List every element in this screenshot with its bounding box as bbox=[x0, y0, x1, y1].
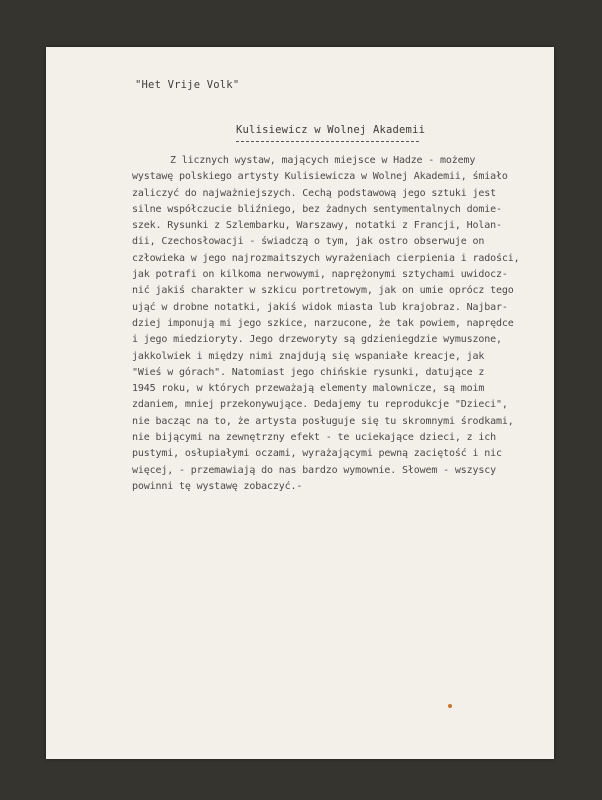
text-line: 1945 roku, w których przeważają elementy malownicze, są moim bbox=[132, 383, 485, 395]
text-line: ująć w drobne notatki, jakiś widok miasta lub krajobraz. Najbar- bbox=[132, 301, 508, 313]
text-line: i jego miedzioryty. Jego drzeworyty są gdzieniegdzie wymuszone, bbox=[132, 334, 502, 346]
paper-speck bbox=[448, 704, 452, 708]
text-line: silne współczucie bliźniego, bez żadnych sentymentalnych domie- bbox=[132, 203, 502, 215]
text-line: nie bacząc na to, że artysta posługuje się tu skromnymi środkami, bbox=[132, 415, 514, 427]
text-line: dii, Czechosłowacji - świadczą o tym, jak ostro obserwuje on bbox=[132, 236, 485, 248]
newspaper-name: "Het Vrije Volk" bbox=[135, 79, 240, 91]
text-line: "Wieś w górach". Natomiast jego chińskie rysunki, datujące z bbox=[132, 366, 485, 378]
text-line: pustymi, osłupiałymi oczami, wyrażającymi pewną zaciętość i nic bbox=[132, 448, 502, 460]
text-line: zdaniem, mniej przekonywujące. Dedajemy tu reprodukcje "Dzieci", bbox=[132, 399, 508, 411]
text-line: dziej imponują mi jego szkice, narzucone, że tak powiem, naprędce bbox=[132, 317, 514, 329]
text-line: Z licznych wystaw, mających miejsce w Hadze - możemy bbox=[170, 155, 476, 166]
text-line: wystawę polskiego artysty Kulisiewicza w Wolnej Akademii, śmiało bbox=[132, 171, 508, 183]
text-line: jak potrafi on kilkoma nerwowymi, naprężonymi sztychami uwidocz- bbox=[132, 269, 508, 281]
paper-sheet bbox=[46, 47, 554, 759]
article-body bbox=[132, 153, 552, 495]
text-line: więcej, - przemawiają do nas bardzo wymownie. Słowem - wszyscy bbox=[132, 464, 496, 476]
text-line: człowieka w jego najrozmaitszych wyrażeniach cierpienia i radości, bbox=[132, 252, 520, 264]
text-line: nić jakiś charakter w szkicu portretowym, jak on umie oprócz tego bbox=[132, 285, 514, 297]
text-line: zaliczyć do najważniejszych. Cechą podstawową jego sztuki jest bbox=[132, 187, 496, 199]
text-line: nie bijącymi na zewnętrzny efekt - te uciekające dzieci, z ich bbox=[132, 432, 496, 444]
text-line: powinni tę wystawę zobaczyć.- bbox=[132, 480, 303, 492]
text-line: jakkolwiek i między nimi znajdują się wspaniałe kreacje, jak bbox=[132, 350, 485, 362]
article-title: Kulisiewicz w Wolnej Akademii bbox=[236, 124, 426, 136]
text-line: szek. Rysunki z Szlembarku, Warszawy, notatki z Francji, Holan- bbox=[132, 220, 502, 232]
title-underline bbox=[236, 141, 419, 142]
